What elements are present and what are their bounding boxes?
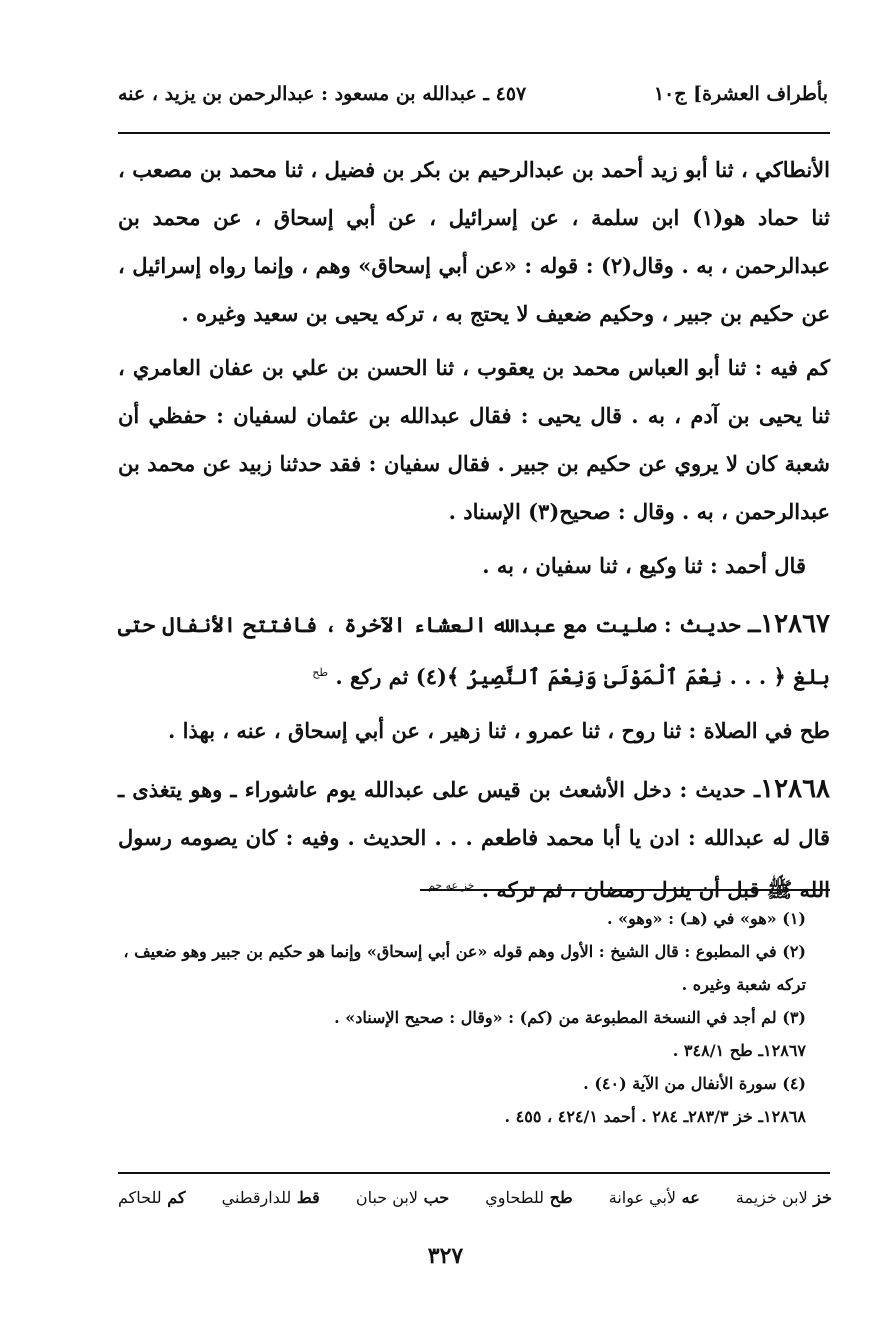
main-text — [118, 146, 830, 914]
hadith-number: ١٢٨٦٧ — [760, 609, 830, 639]
abbrev-item: حب لابن حبان — [355, 1188, 450, 1207]
footnotes — [118, 902, 830, 1133]
footnote-3: (٣) لم أجد في النسخة المطبوعة من (كم) : «وقال : صحيح الإسناد» . — [334, 1008, 806, 1027]
footnote-1: (١) «هو» في (هـ) : «وهو» . — [606, 909, 806, 928]
footnote-separator — [420, 889, 830, 891]
paragraph-tahawi: طح في الصلاة : ثنا روح ، ثنا عمرو ، ثنا زهير ، عن أبي إسحاق ، عنه ، بهذا . — [168, 718, 830, 743]
abbrev-item: طح للطحاوي — [485, 1188, 573, 1207]
running-header — [118, 82, 828, 107]
abbrev-item: عه لأبي عوانة — [608, 1188, 700, 1207]
footnote-2: (٢) في المطبوع : قال الشيخ : الأول وهم قوله «عن أبي إسحاق» وإنما هو حكيم بن جبير وهو ضعيف ، تركه شعبة وغيره . — [123, 942, 806, 994]
abbrev-item: قط للدارقطني — [221, 1188, 320, 1207]
paragraph-kam: كم فيه : ثنا أبو العباس محمد بن يعقوب ، ثنا الحسن بن علي بن عفان العامري ، ثنا يحيى بن آدم ، به . قال يحيى : فقال عبدالله بن عثمان لسفيان : حفظي أن شعبة كان لا يروي عن حكيم بن جبير . فقال سفيان : فقد حدثنا زبيد عن محمد بن عبدالرحمن ، به . وقال : صحيح(٣) الإسناد . — [118, 355, 830, 524]
source-marker: طح — [312, 666, 329, 679]
paragraph-continuation: الأنطاكي ، ثنا أبو زيد أحمد بن عبدالرحيم بن بكر بن فضيل ، ثنا محمد بن مصعب ، ثنا حماد هو(١) ابن سلمة ، عن إسرائيل ، عن أبي إسحاق ، عن محمد بن عبدالرحمن ، به . وقال(٢) : قوله : «عن أبي إسحاق» وهم ، وإنما رواه إسرائيل ، عن حكيم بن جبير ، وحكيم ضعيف لا يحتج به ، تركه يحيى بن سعيد وغيره . — [118, 157, 830, 326]
hadith-number: ١٢٨٦٨ — [760, 774, 830, 804]
page-number: ٣٢٧ — [427, 1243, 464, 1269]
header-chapter: ٤٥٧ ـ عبدالله بن مسعود : عبدالرحمن بن يزيد ، عنه — [118, 83, 527, 105]
hadith-12868 — [118, 765, 830, 914]
abbrev-item: كم للحاكم — [118, 1188, 186, 1207]
footnote-ref-12867: ١٢٨٦٧ـ طح ٣٤٨/١ . — [672, 1041, 806, 1060]
header-rule — [118, 132, 830, 134]
header-volume: بأطراف العشرة] ج١٠ — [653, 83, 828, 105]
paragraph-ahmad: قال أحمد : ثنا وكيع ، ثنا سفيان ، به . — [482, 553, 806, 578]
source-marker: خز عه حم — [428, 879, 475, 892]
footnote-4: (٤) سورة الأنفال من الآية (٤٠) . — [583, 1074, 806, 1093]
abbrev-item: خز لابن خزيمة — [735, 1188, 832, 1207]
hadith-text: ـ حديث : صليت مع عبدالله العشاء الآخرة ، فافتتح الأنفال حتى بلغ ﴿ . . . نِعْمَ ٱلْمَوْلَىٰ وَنِعْمَ ٱلنَّصِيرُ ﴾(٤) ثم ركع . — [118, 612, 830, 689]
abbreviation-key — [118, 1188, 832, 1207]
hadith-12867 — [118, 600, 830, 701]
footnote-ref-12868: ١٢٨٦٨ـ خز ٢٨٣/٣ـ ٢٨٤ . أحمد ٤٢٤/١ ، ٤٥٥ . — [504, 1107, 806, 1126]
hadith-text: ـ حديث : دخل الأشعث بن قيس على عبدالله يوم عاشوراء ـ وهو يتغذى ـ قال له عبدالله : ادن يا أبا محمد فاطعم . . . الحديث . وفيه : كان يصومه رسول الله ﷺ قبل أن ينزل رمضان ، ثم تركه . — [118, 777, 830, 902]
abbrev-rule — [118, 1172, 830, 1174]
